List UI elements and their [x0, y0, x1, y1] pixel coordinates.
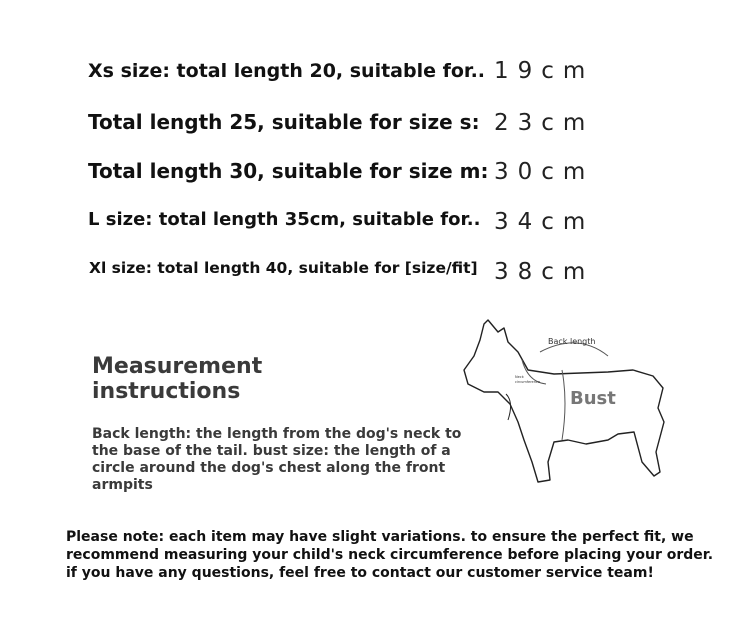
measurement-title: Measurement instructions: [92, 354, 263, 404]
size-value: 38cm: [494, 259, 595, 285]
back-length-label: Back length: [548, 337, 596, 346]
size-row-xs: [0, 56, 750, 96]
size-value: 23cm: [494, 110, 595, 136]
size-label: Xl size: total length 40, suitable for [size/fit]: [89, 259, 478, 277]
size-label: Xs size: total length 20, suitable for..: [88, 60, 486, 82]
size-value: 34cm: [494, 209, 595, 235]
size-row-xl: [0, 256, 750, 296]
size-label: Total length 25, suitable for size s:: [88, 110, 480, 134]
note-text: Please note: each item may have slight variations. to ensure the perfect fit, we recommend measuring your child's neck circumference before placing your order. if you have any questions, feel free to contact our customer service team!: [66, 529, 714, 581]
size-row-m: [0, 155, 750, 195]
measurement-instructions: Back length: the length from the dog's neck to the base of the tail. bust size: the length of a circle around the dog's chest along the front armpits: [92, 426, 462, 493]
size-value: 19cm: [494, 58, 595, 84]
bust-label: Bust: [570, 388, 616, 409]
size-row-s: [0, 106, 750, 146]
dog-diagram: [458, 312, 678, 488]
neck-label: Neck circumference: [515, 375, 541, 384]
size-row-l: [0, 204, 750, 244]
size-label: Total length 30, suitable for size m:: [88, 159, 489, 183]
size-label: L size: total length 35cm, suitable for..: [88, 209, 481, 230]
size-value: 30cm: [494, 159, 595, 185]
